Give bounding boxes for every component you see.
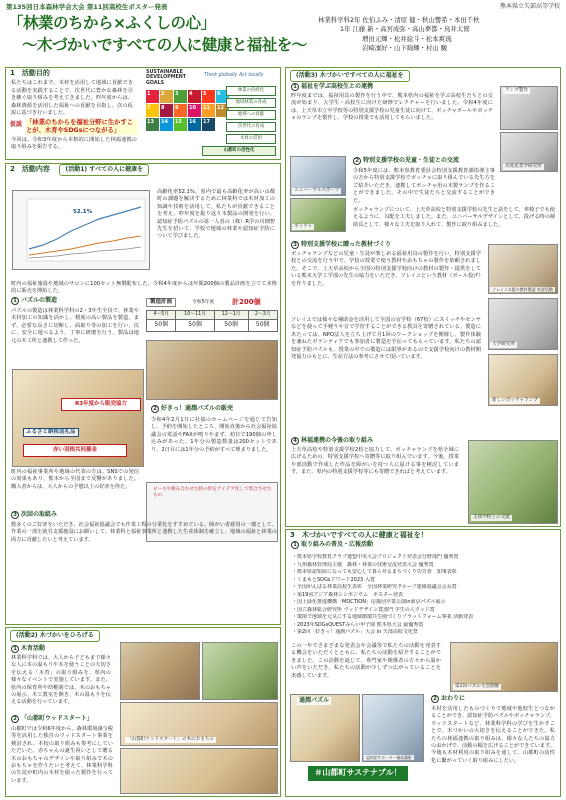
section-purpose (5, 67, 281, 160)
cycle-node: 次世代の育成 (226, 122, 276, 132)
member-line: 1年 江藤 新・高宮成弥・高山夢都・鳥井太賀 (340, 25, 470, 34)
s4-sub2-text: おわりに (441, 695, 466, 702)
photo-caption: 認知症サポーター養成講座 (366, 754, 412, 760)
photo-caption: 支援学校との交流 (473, 514, 510, 520)
poster-title (8, 13, 308, 56)
title-line2: ～木づかいですべての人に健康と福祉を～ (22, 35, 307, 54)
member-line: 岩崎凜好・山下絢輝・村山 駿 (362, 43, 448, 52)
plan-title: 製造計画 (146, 298, 176, 307)
sdg-tile: 8 (160, 104, 173, 117)
photo-caption: 新しいボッチャランプ (492, 397, 538, 403)
award-item: ・熊本県学校教育クラブ連盟中央大会プロジェクト発表会分野部門 優秀賞 (292, 554, 459, 560)
sdg-tile: 9 (174, 104, 187, 117)
sdg-tile: 15 (174, 118, 187, 131)
s3-sub1 (286, 82, 378, 92)
award-item: ・くまもとSDGsアワード2023 入賞 (292, 576, 375, 583)
woodstart-photo (120, 748, 278, 794)
event-title: 第135回日本森林学会大会 第11回高校生ポスター発表 (6, 3, 168, 11)
cycle-node: 林業の持続化 (226, 86, 276, 96)
activity2-title: (活動2) 木づかいをひろげる (10, 630, 100, 642)
boccia-photo (290, 198, 346, 232)
s3-sub1-text-body: 昨年度までは、福祉用具の製作を行う中で、熊本県内の福祉を学ぶ高校生たちとの交流が始まり、大学生・高校生に向けた研修でレクチャーを行いました。令和4年度には、上天草市立中学校等の特別支援学校の児童生徒に向けて、ボッチャボールやボッチャのランプを製作し、学校の授業でも活用してもらいました。 (291, 93, 493, 122)
lamp-caption: ランプ製作 (505, 88, 528, 93)
plan-value: 50個 (248, 320, 278, 331)
award-item: ・熊本県認知症になっても安心して暮らせるまちづくり功労者 知事表彰 (292, 569, 457, 575)
wood-toy-photo (202, 642, 278, 700)
plan-header: 10～11月 (176, 311, 214, 320)
wood-text: 林業科学科では、大人から子どもまで様々な人に木の温もりや木を使うことの大切さを伝える「木育」の取り組みを、県内の様々なイベントで実施しています。また、県内の保育所や幼稚園では、木のおもちゃの展示、木工教室を開き、木の温もりを伝える活動を行っています。 (11, 655, 111, 706)
award-item: ・環境で地域を元気にする地域循環共生圏づくりプラットフォーム事業 活動発表 (292, 614, 474, 620)
lab-photo (488, 298, 558, 350)
tsujun-puzzle-photo (290, 694, 360, 762)
s3-sub1-text: 福祉を学ぶ高校生との連携 (301, 83, 374, 90)
s3-sub2 (348, 156, 464, 166)
hypothesis-label: 仮説 (10, 121, 23, 128)
photo-caption: ソレイユ支援の教材製造 実習活動 (492, 286, 553, 292)
photo-caption: ユニバーサルスポーツ (294, 187, 340, 193)
sustainable-banner: ＃山都町サステナブル！ (308, 766, 408, 781)
num-icon: 2 (431, 695, 439, 703)
num-icon: 3 (11, 511, 19, 519)
s3-sub4-text: 林福連携の今後の取り組み (301, 437, 374, 444)
members (318, 16, 562, 53)
activity1-text-2: 町内の福祉施設や地域のサロンに100セット無償配布した。令和4年度からは年間200個の製品計画を立てて本格的に販売を開始した。 (11, 281, 277, 295)
puzzle-title (6, 296, 62, 306)
puzzle-product-photo (12, 369, 144, 467)
soleil-photo (488, 244, 558, 294)
plan-value: 50個 (176, 320, 214, 331)
s3-sub3 (286, 240, 396, 250)
sdg-tile: 5 (202, 90, 215, 103)
num-icon: 1 (11, 297, 19, 305)
section-summary (285, 529, 561, 797)
num-icon: 1 (291, 83, 299, 91)
s3-sub2-text-body: 令和5年度には、熊本県教育委員会特別支援教育課指導主事の方から特別支援学校でボッチャに取り組んでいる先生方をご紹介いただき、連携してボッチャ用の木製ランプを作ることができました。その中で生徒たちと交流することができた。 (353, 168, 495, 204)
sdg-tile: 14 (160, 118, 173, 131)
sdg-tile: 3 (174, 90, 187, 103)
purpose-text-2: 今回は、令和3年度から本格的に開始した林福連携の取り組みを報告する。 (11, 137, 137, 151)
num-icon: 1 (291, 541, 299, 549)
plan-header: 4～5月 (147, 311, 176, 320)
member-line: 増田元輝・松井絵斗・松本爽琉 (362, 34, 452, 43)
sdgs-grid (146, 90, 229, 131)
award-item: ・全国がんばる林業高校生表彰 全国林業研究グループ連絡協議会会長賞 (292, 584, 457, 590)
sale-badge: R3年度から販売協力 (61, 398, 141, 411)
exchange-photo (468, 440, 558, 524)
sdg-tile: 2 (160, 90, 173, 103)
sdgs-sub: Think globally Act locally (204, 73, 264, 78)
header (6, 3, 560, 13)
sdg-tile: 1 (146, 90, 159, 103)
s3-sub3-text-body: ボッチャランプなどの児童・生徒が楽しめる福祉用具の製作を行い、特別支援学校との交流を行う中で、学校の授業で使う教材やおもちゃの製作を依頼されました。そこで、上天草高校から全国の特別支援学校向けの教材の製作・提供をしている熊本大学工学部の先生の協力をいただき、ソレイユという教材（ボール投げ）を作りました。 (291, 251, 481, 287)
s3-sub3-text-body-2: ソレイユでは様々な補助金を活用して全国の盲学校（67校）にスイッチやセンサなどを使って手軽りや音で学習することができる教具を寄贈されている。製造にあたっては、NPO法人を立ち上げて月1回のワークショップを開催し、製作体験を兼ねたボランティアでも参加者に製造を手伝ってもらっています。私たちの認知症予防パズルも、授業の中での製造には限界があるので支援学校向けの教材開発協力のもとに、生産方法の参考にさせて頂いています。 (291, 317, 481, 360)
next-title-text: 次回の取組み (21, 511, 58, 518)
cycle-node: 木材の活用 (226, 134, 276, 144)
woodstart-text: 山都町では令和6年度から、森林環境譲与税等を活用した独自のウッドスタート事業を検討され、本校の取り組みも参考にしていただいた。赤ちゃんの誕生祝いとして贈る木のおもちゃのデザインや取り組みで木のおもちゃを作りたいと考えて、林業科学科の生徒が町内の木材を使った製作を行っています。 (11, 726, 113, 784)
cycle-node: 山都町の活性化 (202, 146, 276, 156)
aging-chart (12, 190, 150, 270)
activity1-text: 高齢化率52.1%、県内で最も高齢化率が高い山都町の課題を解決するために林業科では木材加工の知識や技術を活用して、私たちが貢献できることを考え、昨年度を振り返り木製品の開発を行い、認知症予防パズルの第一人者の（株）R学の川畑智先生を招いて、学校で地域の林業や認知症予防について学びました。 (157, 189, 275, 240)
universal-sports-photo (290, 156, 346, 196)
wood-title-text: 木育活動 (21, 645, 46, 652)
award-list (286, 552, 562, 639)
sdg-tile: 10 (188, 104, 201, 117)
next-text: 数多くのご好評をいただき、社会福祉協議会でも作業工程の分業化をすすめている。障がい者雇用の一環として、作業の一部を就労支援施設にお願いして、林業科と福祉事業所と連携した生産体制を確立し、地域の福祉と林業の両方に貢献したいと考えています。 (11, 522, 277, 543)
reaction-text: 町内の福祉事業所や地域の代表の方は、SNSでの発信の効果もあり、熊本から全国まで反響がありました。購入者からは、大人からの予想以上の好評を得た。 (11, 469, 139, 490)
photo-caption: ボッチャ (294, 223, 313, 229)
plan-value: 50個 (214, 320, 248, 331)
sdg-tile: 4 (188, 90, 201, 103)
activity1-title: (活動1) すべての人に健康を (59, 164, 149, 176)
section-title: 3 木づかいですべての人に健康と福祉を！ (290, 531, 428, 539)
s4-sub2 (426, 694, 470, 704)
woodstart-title (6, 714, 98, 724)
s3-sub2-text: 特別支援学校の児童・生徒との交流 (363, 157, 460, 164)
section-activity3 (285, 67, 561, 527)
closing-text: 木材を活用したものづくりで地域や他校生とつながることができ、認知症予防パズルやボッチャランプ、ウッドスタートなど、林業科学科の学びを生かすことで、木づかいの大切さを伝えることができた。私たちの林福連携の取り組みは、様々な人たちの協力のおかげで、活動の幅を広げることができています。今後も木材利用の取り組みを通して、山都町の活性化に繋がっていく取り組みにしたい。 (431, 706, 555, 764)
lamp-photo-2 (500, 132, 558, 172)
wood-toy-photo-2 (120, 702, 278, 746)
award-item: ・第2回「好きっ！通潤パズル」大会 in 矢部高校文化祭 (292, 629, 418, 635)
s4-sub1-text: 取り組みの普及・広報活動 (301, 541, 374, 549)
puzzle-text: パズルの製造は林業科学科の2・3年生全員で、林業や木材加工の知識を活かし、精度の高い製品を製造。まず、必要な長さに切断し、面取り等の加工を行い、次に、安全に遊べるよう、丁寧に研磨を行う。製品は地元の木工所と連携して作った。 (11, 308, 139, 344)
boccia-text: ボッチャランプについて、上天草高校と特別支援学校の先生と話をして、車椅子でも使えるように、勾配を工夫しました。また、ユニバーサルデザインとして、投げる時の補助具として、様々な工夫を取り入れて、製作に取り組みました。 (353, 207, 555, 228)
award-item: ・九州森林管理局主催 森林・林業の技術交流発表大会 優秀賞 (292, 561, 434, 568)
award-item: ・2023年SDGsQUESTみらい甲子園 熊本県大会 最優秀賞 (292, 621, 424, 628)
section-activity (5, 163, 281, 625)
num-icon: 3 (291, 241, 299, 249)
section-title: 1 活動目的 (10, 69, 50, 77)
sale-text: 令和4年2月1日に社協のホームページを通じて告知し、予約を開始したところ、開始直後から社会福祉協議会の電話やFAXが鳴りやまず、初日で190個の申し込みがあった。1年分の製造数量は200セットであり、2日目には1年分の予約がすべて埋まりました。 (151, 417, 277, 453)
new-lamp-photo (488, 354, 558, 406)
furusato-badge: ふるさと納税返礼品 (23, 428, 79, 437)
next-title (6, 510, 62, 520)
num-icon: 1 (11, 645, 19, 653)
sale-title (146, 404, 238, 414)
num-icon: 4 (291, 437, 299, 445)
award-item: ・国土緑化推進機構「MOCTION」応援団卒業公演in東京パズル展示 (292, 599, 446, 605)
sdg-tile: 16 (188, 118, 201, 131)
s3-sub4 (286, 436, 378, 446)
sdgs-logo (146, 70, 204, 88)
plan-header: 12～1月 (214, 311, 248, 320)
wood-title (6, 644, 50, 654)
award-item: ・第19回アジア森林シンポジウム ポスター発表 (292, 591, 403, 598)
sdg-tile: 12 (216, 104, 229, 117)
red-feather-badge: 赤い羽根共同募金 (23, 444, 127, 457)
purpose-text: 私たちはこれまで、木材を活用して地域に貢献できる活動を実践することで、次世代に豊かな森林を引き継ぐ取り組みを考えてきました。昨年度からは、森林資源を活用した福祉への貢献を目指し、次の仮説に基づき行いました。 (11, 80, 133, 116)
school-name: 熊本県立矢部高等学校 (499, 3, 560, 10)
cycle-node: 地域への貢献 (226, 110, 276, 120)
activity3-title: (活動3) 木づかいですべての人に福祉を (290, 70, 410, 82)
sdg-tile: 17 (202, 118, 215, 131)
cycle-node: 地域林業の育成 (226, 98, 276, 108)
sdg-tile: 7 (146, 104, 159, 117)
sdg-tile: 13 (146, 118, 159, 131)
puzzle-contest-photo (450, 642, 558, 692)
num-icon: 2 (11, 715, 19, 723)
photo-caption: 大学研究所 (492, 341, 515, 347)
plan-total: 計200個 (232, 298, 261, 306)
s4-sub1 (286, 541, 560, 550)
puzzle-title-text: バズルの製造 (21, 297, 58, 304)
num-icon: 2 (151, 405, 159, 413)
dementia-seminar-photo (362, 694, 424, 762)
photo-caption: 通潤パズル (299, 697, 330, 704)
s3-sub3-text: 特別支援学校に贈った教材づくり (301, 241, 392, 248)
photo-caption: 高度産業学研究所 (505, 163, 542, 169)
title-line1: 「林業のちから×ふくしの心」 (8, 14, 216, 32)
summary-text: この一年でさまざまな発表会や会議等で私たちの活動を発表する機会をいただくとともに、私たちの活動を紹介することができました。この活動を通じて、専門家や関係者の方々から温かい声をいただき、私たちの活動が少しずつ広がっていることを実感しています。 (291, 643, 441, 679)
member-line: 林業科学科2年 佐伯ふみ・清原 健・秋山響希・本田千秋 (318, 16, 480, 24)
photo-caption: 第2回パズル大会開催 (455, 683, 500, 689)
plan-year: 令和5年度 (192, 300, 215, 305)
section-title: 2 活動内容 (10, 165, 50, 173)
section-activity2 (5, 627, 281, 797)
sdgs-label: SUSTAINABLE DEVELOPMENT GOALS (146, 70, 187, 86)
sale-title-text: 好きっ！通潤パズルの販売 (161, 405, 234, 412)
aging-chart-svg (13, 191, 150, 270)
toy-caption: 「山都町ウッドスタート」の木のおもちゃ (127, 736, 215, 742)
num-icon: 2 (353, 157, 361, 165)
sdg-tile: 6 (216, 90, 229, 103)
hypothesis: 「林業のちからを福祉分野に生かすことが、木育やSDGsにつながる」 (26, 119, 138, 135)
plan-table (146, 310, 278, 332)
woodstart-title-text: 「山都町ウッドスタート」 (21, 715, 93, 722)
chart-label: 52.1% (73, 209, 93, 215)
production-photo (146, 340, 278, 400)
plan-header: 2～3月 (248, 311, 278, 320)
product-label: ピースや組み合わせた時の形をアイデア化して集合させたもの (153, 487, 272, 498)
plan-value: 50個 (147, 320, 176, 331)
sdg-tile: 11 (202, 104, 215, 117)
award-item: ・国立森林総合研究所 ウッドデザイン賞部門 学生の人ウッド賞 (292, 606, 435, 613)
wood-event-photo (120, 642, 200, 700)
s3-sub4-text-body: 上天草高校や特別支援学校2校と協力して、ボッチャランプを県全域に広げるための、特別支援学校へ寄贈等に取り組んでいます。今後、授業や部活動で作成した作品を障がいを持つ人に届ける事を検討しています。また、県内の特別支援学校等にも寄贈できればと考えています。 (291, 447, 459, 476)
lamp-photo (500, 86, 558, 130)
